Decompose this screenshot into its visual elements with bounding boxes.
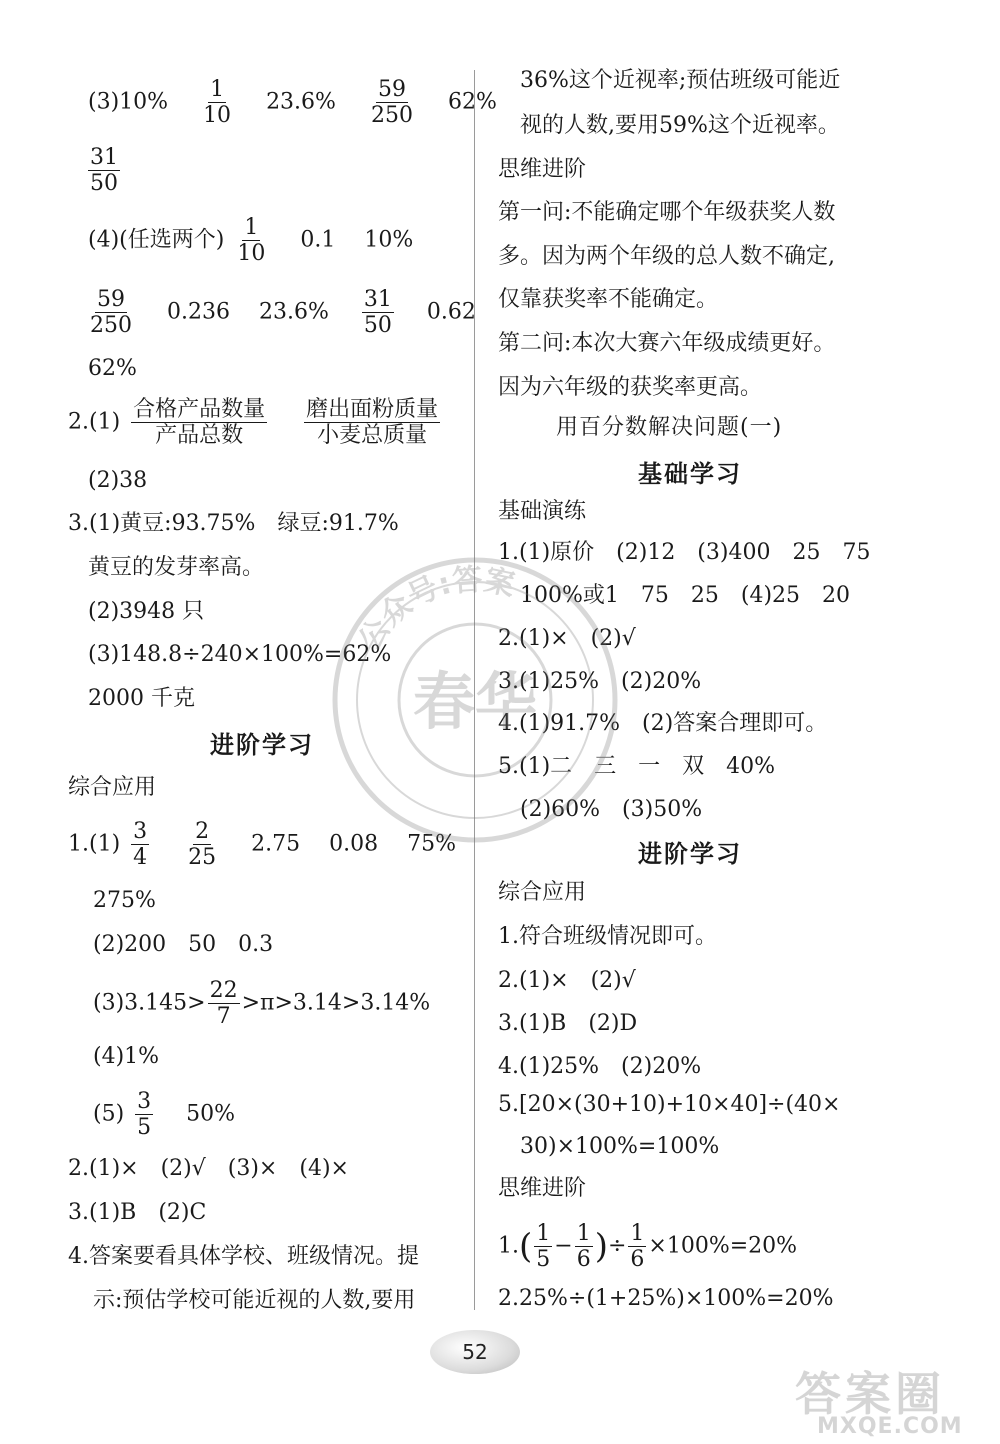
answer-line: 36%这个近视率;预估班级可能近	[520, 68, 841, 93]
watermark-site-text: MXQE.COM	[817, 1414, 963, 1439]
answer-line: 黄豆的发芽率高。	[88, 555, 265, 580]
answer-line: (2)38	[88, 468, 148, 493]
answer-line: 第一问:不能确定哪个年级获奖人数	[498, 200, 836, 225]
answer-line: 4.(1)25% (2)20%	[498, 1054, 702, 1079]
answer-line: 4.答案要看具体学校、班级情况。提	[68, 1244, 419, 1269]
fraction: $\frac{3}{4}$	[133, 819, 148, 871]
subsection-heading: 综合应用	[68, 775, 157, 800]
section-heading: 基础学习	[638, 460, 742, 488]
fraction: $\frac{1}{6}$	[630, 1221, 645, 1273]
answer-text: (3)10%	[88, 89, 169, 115]
answer-line: (3)10% $\frac{1}{10}$ 23.6% $\frac{59}{250}$ 62%	[88, 77, 497, 129]
answer-line: 275%	[93, 888, 156, 913]
answer-line: 3.(1)黄豆:93.75% 绿豆:91.7%	[68, 511, 399, 536]
answer-line: 3.(1)B (2)D	[498, 1011, 638, 1036]
fraction: $\frac{1}{5}$	[536, 1221, 551, 1273]
answer-line: 视的人数,要用59%这个近视率。	[520, 113, 840, 138]
answer-line: 2.(1) $\frac{\text{合格产品数量}}{\text{产品总数}}$ $\frac{\text{磨出面粉质量}}{\text{小麦总质量}}$	[68, 397, 439, 449]
answer-line: 5.(1)二 三 一 双 40%	[498, 754, 776, 779]
subsection-heading: 思维进阶	[498, 157, 587, 182]
subsection-heading: 思维进阶	[498, 1176, 587, 1201]
fraction: $\frac{59}{250}$	[370, 77, 413, 129]
answer-line: (2)60% (3)50%	[520, 797, 703, 822]
answer-line: 2000 千克	[88, 686, 195, 711]
answer-line: (3)3.145> $\frac{22}{7}$ >π>3.14>3.14%	[93, 978, 431, 1030]
fraction: $\frac{\text{磨出面粉质量}}{\text{小麦总质量}}$	[306, 397, 439, 449]
fraction: $\frac{31}{50}$	[90, 145, 118, 197]
page-number: 52	[430, 1330, 520, 1374]
answer-line: 2.(1)× (2)√ (3)× (4)×	[68, 1156, 349, 1181]
answer-line	[88, 146, 124, 195]
answer-line: (5) $\frac{3}{5}$ 50%	[93, 1089, 236, 1141]
answer-line: 5.[20×(30+10)+10×40]÷(40×	[498, 1092, 841, 1117]
answer-line: 2.25%÷(1+25%)×100%=20%	[498, 1286, 834, 1311]
fraction: $\frac{2}{25}$	[188, 819, 217, 871]
answer-line: 100%或1 75 25 (4)25 20	[520, 583, 851, 608]
fraction: $\frac{1}{6}$	[576, 1221, 591, 1273]
answer-line: 第二问:本次大赛六年级成绩更好。	[498, 331, 836, 356]
answer-line: 62%	[88, 356, 137, 381]
fraction: $\frac{3}{5}$	[137, 1089, 152, 1141]
answer-line: 示:预估学校可能近视的人数,要用	[93, 1288, 416, 1313]
watermark-logo-text: 答案圈	[795, 1367, 945, 1421]
subsection-heading: 综合应用	[498, 880, 587, 905]
section-heading: 进阶学习	[210, 731, 314, 759]
left-paren: (	[519, 1226, 533, 1267]
right-paren: )	[594, 1226, 608, 1267]
answer-line: (2)200 50 0.3	[93, 932, 274, 957]
fraction: $\frac{59}{250}$	[90, 287, 132, 339]
fraction: $\frac{22}{7}$	[209, 978, 238, 1030]
fraction: $\frac{1}{10}$	[237, 215, 266, 267]
answer-line: 2.(1)× (2)√	[498, 968, 636, 993]
seal-center-text: 春华	[412, 665, 538, 738]
fraction: $\frac{\text{合格产品数量}}{\text{产品总数}}$	[133, 397, 266, 449]
answer-line: (3)148.8÷240×100%=62%	[88, 642, 392, 667]
answer-line: 多。因为两个年级的总人数不确定,	[498, 244, 835, 269]
answer-line: (4)(任选两个) $\frac{1}{10}$ 0.1 10%	[88, 215, 414, 267]
answer-line: $\frac{59}{250}$ 0.236 23.6% $\frac{31}{50}$ 0.62	[90, 287, 476, 339]
answer-line: 3.(1)25% (2)20%	[498, 669, 702, 694]
column-divider	[474, 70, 475, 1310]
seal-outer-text: 公众号:答案	[351, 562, 518, 658]
answer-line: 因为六年级的获奖率更高。	[498, 375, 763, 400]
answer-line: 仅靠获奖率不能确定。	[498, 287, 719, 312]
fraction: $\frac{31}{50}$	[363, 287, 392, 339]
chapter-title: 用百分数解决问题(一)	[556, 415, 783, 440]
fraction: $\frac{1}{10}$	[203, 77, 232, 129]
answer-line: (4)1%	[93, 1044, 160, 1069]
answer-line: 1.( $\frac{1}{5}$ − $\frac{1}{6}$ )÷ $\frac{1}{6}$ ×100%=20%	[498, 1221, 798, 1273]
answer-line: 4.(1)91.7% (2)答案合理即可。	[498, 711, 828, 736]
answer-line: 1.符合班级情况即可。	[498, 924, 717, 949]
answer-line: 1.(1)原价 (2)12 (3)400 25 75	[498, 540, 871, 565]
watermark-logo	[795, 1356, 995, 1442]
answer-line: (2)3948 只	[88, 599, 205, 624]
answer-line: 2.(1)× (2)√	[498, 626, 636, 651]
subsection-heading: 基础演练	[498, 499, 587, 524]
answer-line: 1.(1) $\frac{3}{4}$ $\frac{2}{25}$ 2.75 0.08 75%	[68, 819, 457, 871]
answer-line: 3.(1)B (2)C	[68, 1200, 207, 1225]
answer-line: 30)×100%=100%	[520, 1134, 720, 1159]
section-heading: 进阶学习	[638, 840, 742, 868]
